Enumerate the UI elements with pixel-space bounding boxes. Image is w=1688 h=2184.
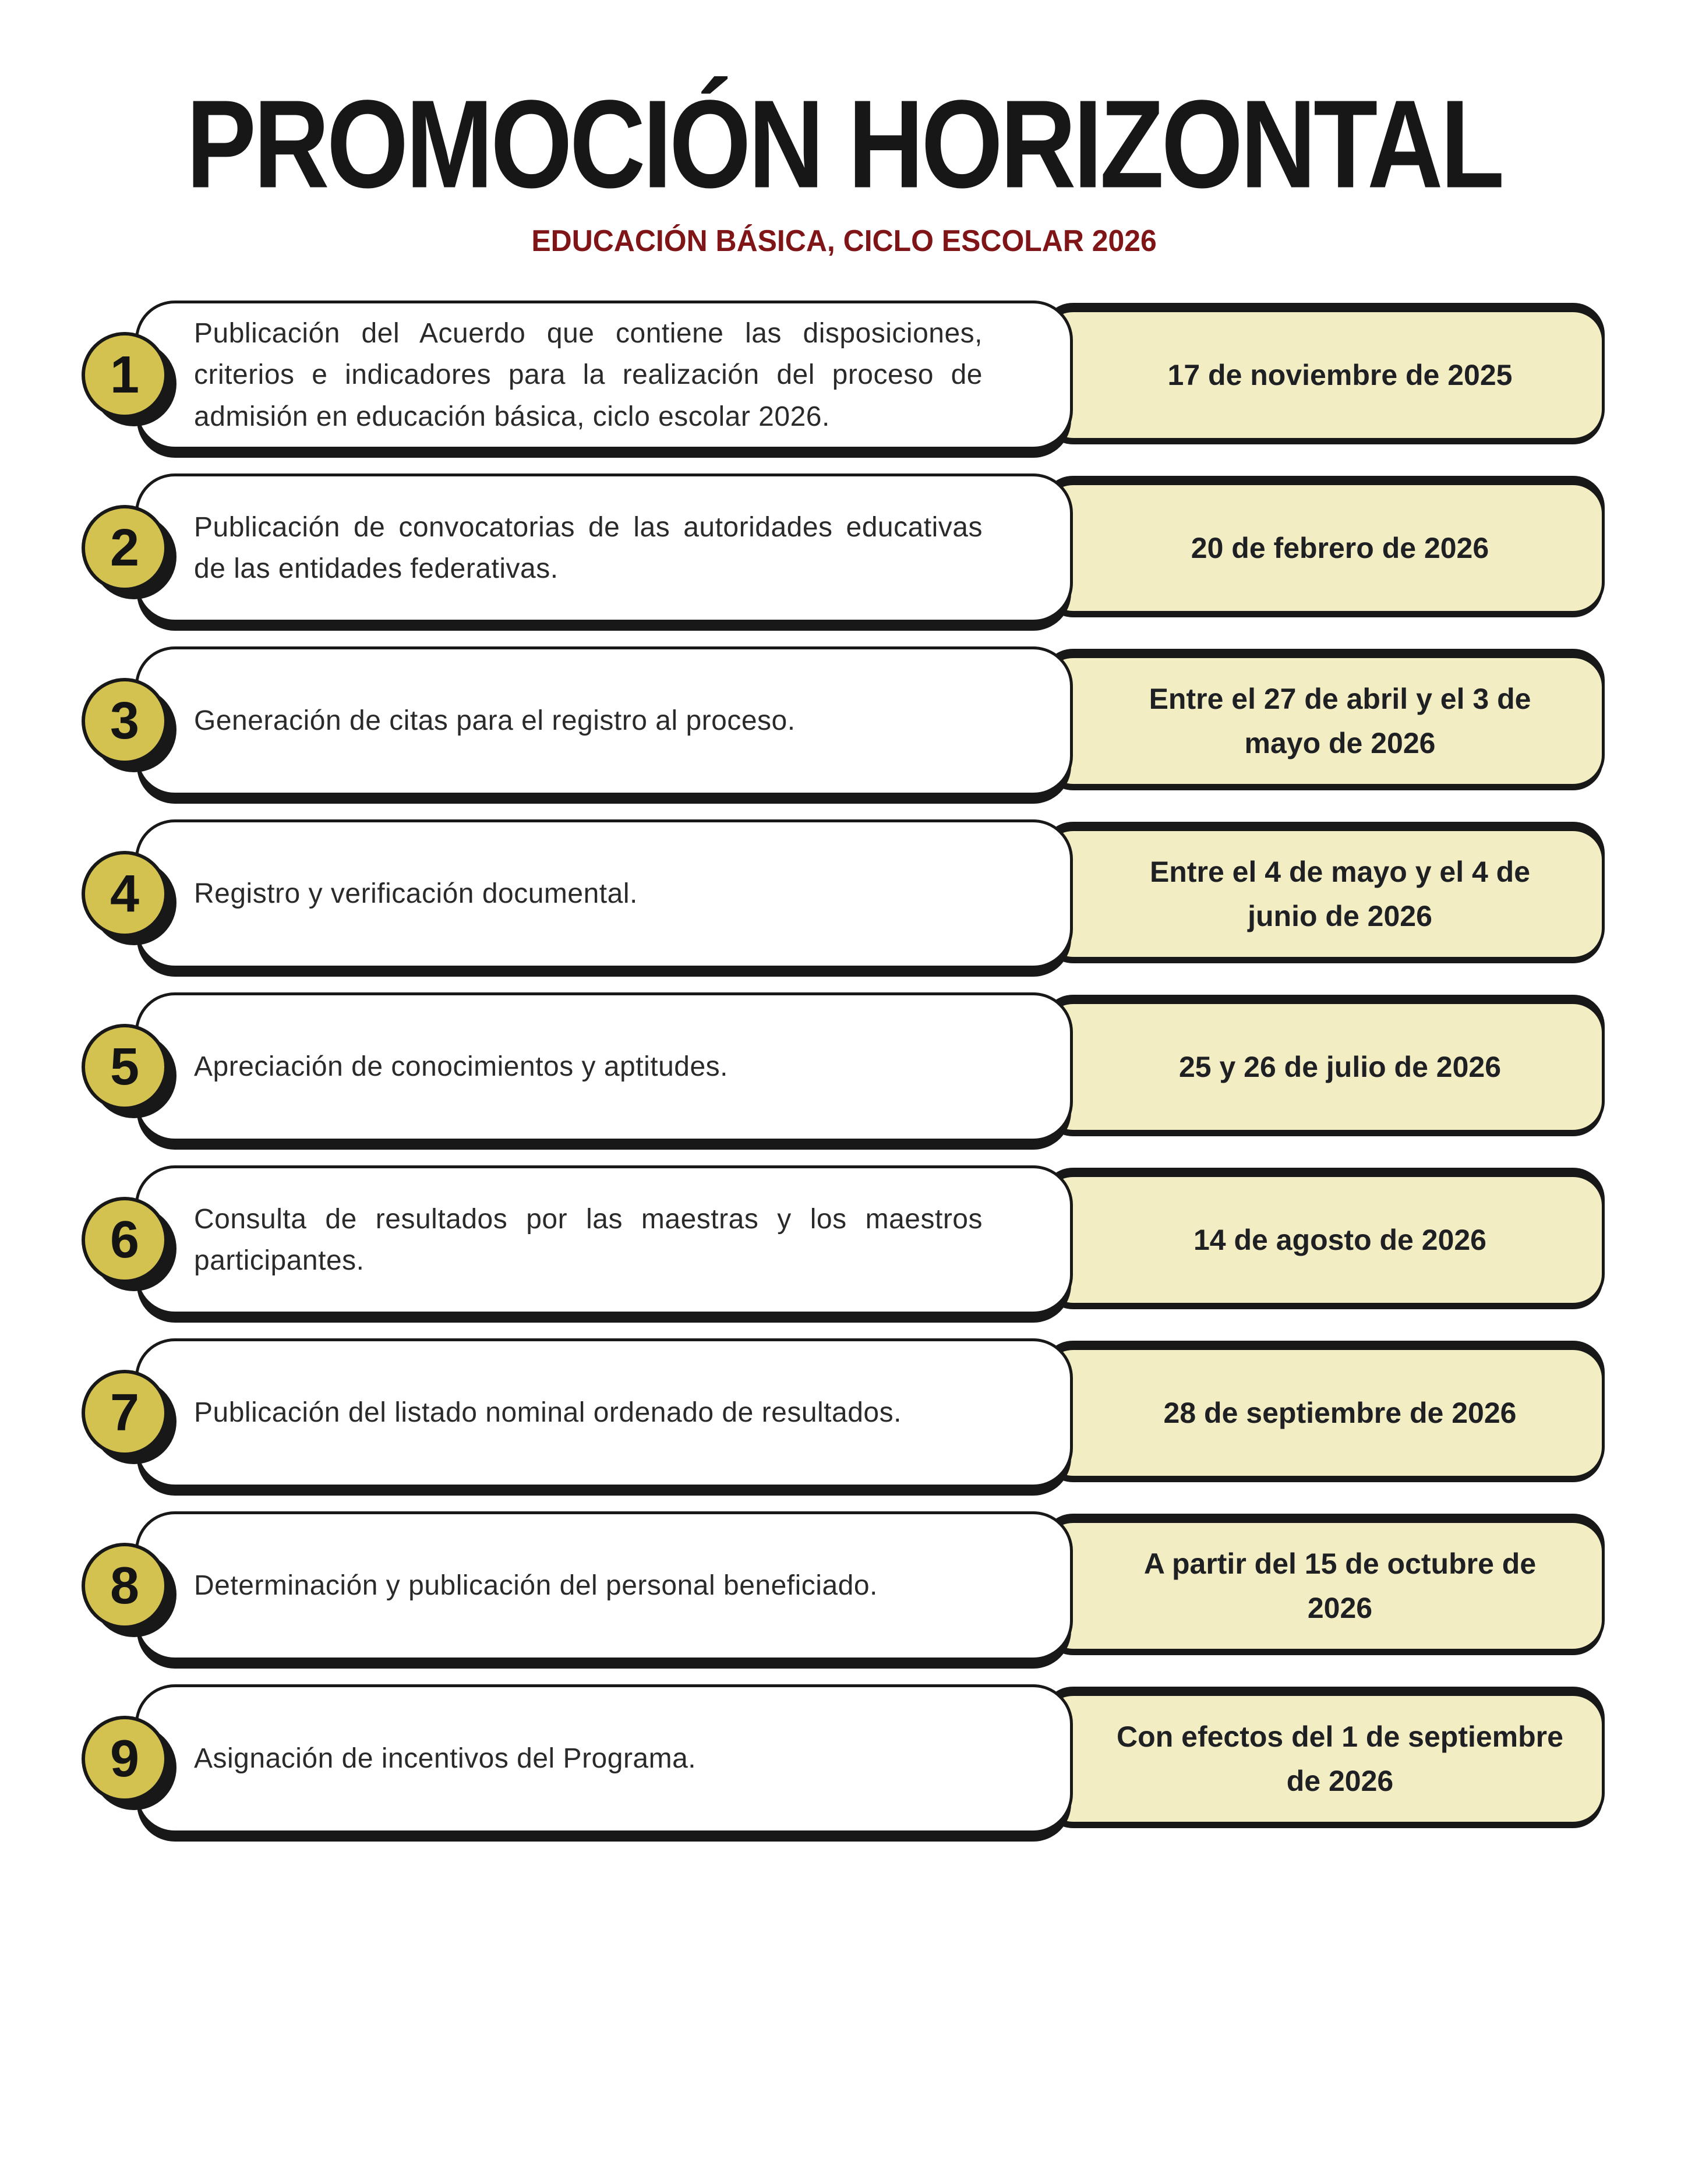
step-date-box <box>1041 655 1605 787</box>
step-description: Publicación del Acuerdo que contiene las disposiciones, criterios e indicadores para la realización del proceso de admisión en educación básica, ciclo escolar 2026. <box>194 318 983 432</box>
step-description: Publicación del listado nominal ordenado de resultados. <box>194 1397 902 1429</box>
step-description-card <box>135 1684 1073 1833</box>
step-number: 4 <box>110 865 140 923</box>
timeline-step <box>110 1511 1605 1660</box>
step-date: A partir del 15 de octubre de 2026 <box>1143 1547 1537 1624</box>
step-date: 25 y 26 de julio de 2026 <box>1178 1051 1502 1083</box>
step-description-card <box>135 473 1073 623</box>
step-number-badge <box>82 1370 168 1456</box>
timeline <box>110 301 1605 1833</box>
step-number-badge <box>82 1197 168 1283</box>
step-description: Registro y verificación documental. <box>194 878 638 910</box>
step-date: Entre el 27 de abril y el 3 de mayo de 2026 <box>1149 683 1531 759</box>
timeline-step <box>110 1338 1605 1487</box>
step-description: Asignación de incentivos del Programa. <box>194 1743 697 1775</box>
step-date: 17 de noviembre de 2025 <box>1167 359 1513 391</box>
step-date-box <box>1041 309 1605 441</box>
step-description: Publicación de convocatorias de las autoridades educativas de las entidades federativas. <box>194 511 983 584</box>
step-number: 9 <box>110 1730 140 1788</box>
step-date-box <box>1041 828 1605 960</box>
step-number: 6 <box>110 1211 140 1269</box>
step-number-badge <box>82 1543 168 1629</box>
page-subtitle: EDUCACIÓN BÁSICA, CICLO ESCOLAR 2026 <box>531 224 1157 258</box>
step-number-badge <box>82 505 168 591</box>
step-number: 5 <box>110 1038 140 1096</box>
step-number: 3 <box>110 692 140 750</box>
step-date: Con efectos del 1 de septiembre de 2026 <box>1117 1720 1563 1797</box>
step-number-badge <box>82 678 168 764</box>
timeline-step <box>110 992 1605 1142</box>
step-date: 14 de agosto de 2026 <box>1193 1224 1486 1256</box>
timeline-step <box>110 473 1605 623</box>
step-number-badge <box>82 1024 168 1110</box>
step-date-box <box>1041 482 1605 614</box>
step-number-badge <box>82 1716 168 1802</box>
step-date-box <box>1041 1174 1605 1306</box>
step-description-card <box>135 301 1073 450</box>
timeline-step <box>110 301 1605 450</box>
step-date: 20 de febrero de 2026 <box>1191 532 1489 564</box>
poster-header <box>0 0 1688 259</box>
step-description: Consulta de resultados por las maestras y los maestros participantes. <box>194 1203 983 1276</box>
step-description-card <box>135 1338 1073 1487</box>
step-description-card <box>135 1511 1073 1660</box>
step-description-card <box>135 992 1073 1142</box>
step-number-badge <box>82 332 168 418</box>
step-description-card <box>135 646 1073 796</box>
step-number: 1 <box>110 346 140 404</box>
step-description-card <box>135 1165 1073 1314</box>
step-description: Determinación y publicación del personal beneficiado. <box>194 1570 878 1602</box>
page-title: PROMOCIÓN HORIZONTAL <box>186 73 1502 214</box>
step-date: 28 de septiembre de 2026 <box>1163 1397 1517 1429</box>
step-number: 2 <box>110 519 140 577</box>
step-number: 8 <box>110 1557 140 1615</box>
step-date-box <box>1041 1001 1605 1133</box>
timeline-step <box>110 1165 1605 1314</box>
step-date: Entre el 4 de mayo y el 4 de junio de 2026 <box>1149 856 1531 932</box>
step-number: 7 <box>110 1384 140 1442</box>
step-date-box <box>1041 1520 1605 1652</box>
step-date-box <box>1041 1693 1605 1825</box>
step-description: Generación de citas para el registro al proceso. <box>194 705 796 737</box>
timeline-step <box>110 819 1605 969</box>
step-description: Apreciación de conocimientos y aptitudes. <box>194 1051 729 1083</box>
step-description-card <box>135 819 1073 969</box>
timeline-step <box>110 646 1605 796</box>
step-date-box <box>1041 1347 1605 1479</box>
step-number-badge <box>82 851 168 937</box>
timeline-step <box>110 1684 1605 1833</box>
